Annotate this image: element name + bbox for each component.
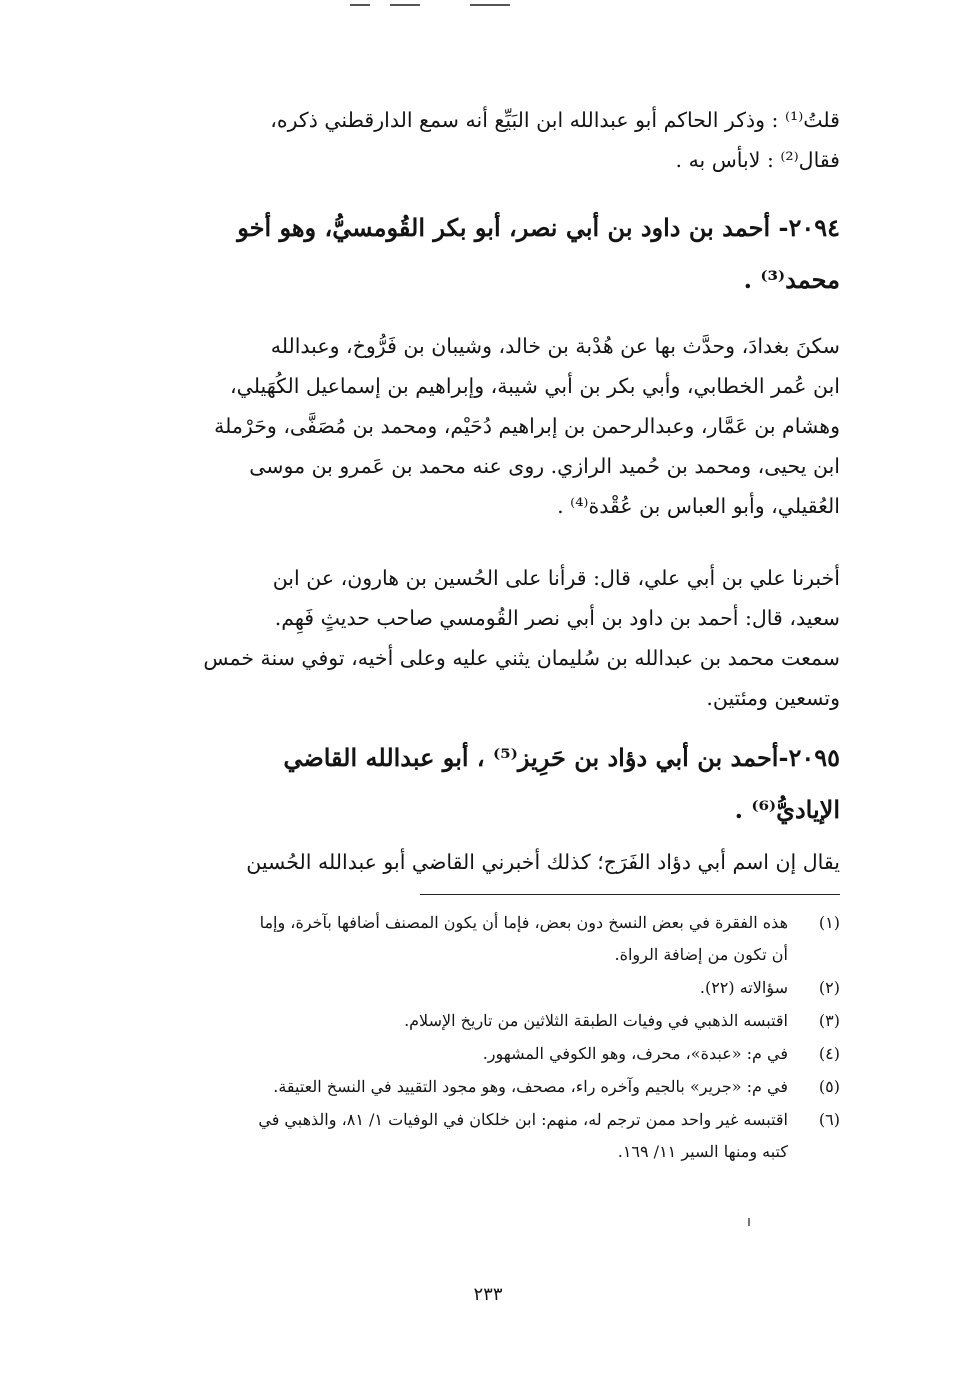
entry-2094-paragraph — [134, 326, 840, 526]
footnote-number: (١) — [818, 913, 840, 932]
footnote-2 — [124, 972, 840, 1004]
heading-line: محمد⁽³⁾ . — [743, 265, 840, 294]
text-line: سعيد، قال: أحمد بن داود بن أبي نصر القُومسي صاحب حديثٍ فَهِم. — [274, 606, 840, 630]
intro-paragraph — [134, 100, 840, 180]
footnote-line: في م: «جرير» بالجيم وآخره راء، مصحف، وهو مجود التقييد في النسخ العتيقة. — [273, 1077, 788, 1096]
footnote-line: في م: «عبدة»، محرف، وهو الكوفي المشهور. — [482, 1044, 788, 1063]
footnote-1 — [124, 907, 840, 971]
entry-heading-2095 — [134, 732, 840, 836]
page-number: ٢٣٣ — [473, 1284, 503, 1305]
footnote-line: سؤالاته (٢٢). — [699, 978, 788, 997]
entry-2095-paragraph — [134, 842, 840, 882]
footnote-5 — [124, 1071, 840, 1103]
heading-line: ٢٠٩٥-أحمد بن أبي دؤاد بن حَرِيز⁽⁵⁾ ، أبو عبدالله القاضي — [283, 743, 840, 772]
footnote-line: كتبه ومنها السير ١١/ ١٦٩. — [617, 1142, 788, 1161]
text-line: ابن عُمر الخطابي، وأبي بكر بن أبي شيبة، وإبراهيم بن إسماعيل الكُهَيلي، — [230, 374, 840, 398]
text-line: سكنَ بغدادَ، وحدَّث بها عن هُدْبة بن خالد، وشيبان بن فَرُّوخ، وعبدالله — [270, 334, 840, 358]
text-line: وهشام بن عَمَّار، وعبدالرحمن بن إبراهيم دُحَيْم، ومحمد بن مُصَفَّى، وحَرْملة — [214, 414, 840, 438]
footnote-line: هذه الفقرة في بعض النسخ دون بعض، فإما أن يكون المصنف أضافها بآخرة، وإما — [259, 913, 788, 932]
scan-speck — [748, 1218, 750, 1226]
text-line: أخبرنا علي بن أبي علي، قال: قرأنا على الحُسين بن هارون، عن ابن — [272, 566, 840, 590]
text-line: يقال إن اسم أبي دؤاد الفَرَج؛ كذلك أخبرني القاضي أبو عبدالله الحُسين — [246, 850, 840, 874]
footnote-4 — [124, 1038, 840, 1070]
heading-line: ٢٠٩٤- أحمد بن داود بن أبي نصر، أبو بكر القُومسيُّ، وهو أخو — [237, 213, 840, 242]
footnote-number: (٤) — [818, 1044, 840, 1063]
footnote-number: (٣) — [818, 1011, 840, 1030]
text-line: قلتُ⁽¹⁾ : وذكر الحاكم أبو عبدالله ابن البَيِّع أنه سمع الدارقطني ذكره، — [270, 108, 840, 132]
text-line: سمعت محمد بن عبدالله بن سُليمان يثني عليه وعلى أخيه، توفي سنة خمس — [203, 646, 840, 670]
footnote-number: (٦) — [818, 1110, 840, 1129]
footnote-line: اقتبسه غير واحد ممن ترجم له، منهم: ابن خلكان في الوفيات ١/ ٨١، والذهبي في — [258, 1110, 788, 1129]
heading-line: الإياديُّ⁽⁶⁾ . — [734, 795, 840, 824]
text-line: العُقيلي، وأبو العباس بن عُقْدة⁽⁴⁾ . — [557, 494, 840, 518]
footnote-6 — [124, 1104, 840, 1168]
footnote-number: (٥) — [818, 1077, 840, 1096]
entry-heading-2094 — [134, 202, 840, 306]
footnote-3 — [124, 1005, 840, 1037]
text-line: ابن يحيى، ومحمد بن حُميد الرازي. روى عنه محمد بن عَمرو بن موسى — [249, 454, 840, 478]
narration-paragraph — [134, 558, 840, 718]
footnote-line: اقتبسه الذهبي في وفيات الطبقة الثلاثين من تاريخ الإسلام. — [404, 1011, 788, 1030]
top-edge-marks — [350, 4, 530, 8]
footnote-line: أن تكون من إضافة الرواة. — [614, 945, 788, 964]
footnote-separator — [420, 894, 840, 895]
text-line: وتسعين ومئتين. — [706, 686, 840, 710]
text-line: فقال⁽²⁾ : لابأس به . — [675, 148, 840, 172]
footnote-number: (٢) — [818, 978, 840, 997]
footnotes — [124, 907, 840, 1169]
